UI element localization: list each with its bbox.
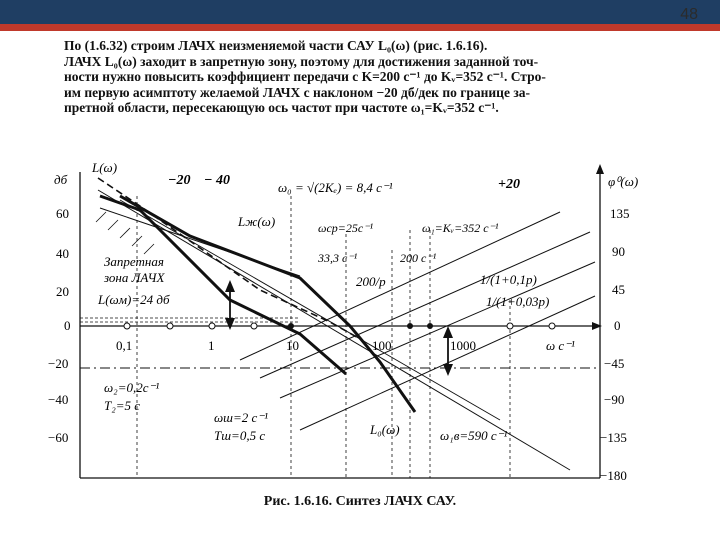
left-tick-label: −40: [48, 392, 69, 407]
left-tick-label: −60: [48, 430, 69, 445]
left-tick-label: −20: [48, 356, 69, 371]
axis-point: [288, 323, 294, 329]
paragraph-line: По (1.6.32) строим ЛАЧХ неизменяемой части САУ L₀(ω) (рис. 1.6.16).: [64, 38, 488, 53]
lmin-label: L(ωм)=24 дб: [98, 292, 170, 307]
zone-hatch: [108, 220, 118, 230]
x-tick-label: 1000: [450, 338, 476, 353]
left-tick-label: 60: [56, 206, 69, 221]
axis-point: [407, 323, 413, 329]
axis-point: [124, 323, 130, 329]
omega2-label: ω₂=0,2с⁻¹: [104, 380, 160, 395]
t2-label: T₂=5 с: [104, 398, 141, 413]
slope-label: +20: [498, 177, 520, 192]
x-axis-label: ω с⁻¹: [546, 338, 575, 353]
left-axis-title: L(ω): [92, 160, 118, 175]
right-tick-label: 0: [614, 318, 621, 333]
freq-label: 33,3 с⁻¹: [318, 251, 358, 265]
left-axis-unit: дб: [54, 172, 68, 187]
freq-label: 200 с⁻¹: [400, 251, 437, 265]
right-tick-label: 135: [610, 206, 630, 221]
t3-label: Tш=0,5 с: [214, 428, 266, 443]
axis-point: [427, 323, 433, 329]
gain-arrow-head: [225, 280, 235, 292]
left-tick-label: 40: [56, 246, 69, 261]
phase-margin-arrow-head: [443, 326, 453, 338]
omega1b-label: ω₁в=590 с⁻¹: [440, 428, 508, 443]
omega3-label: ωш=2 с⁻¹: [214, 410, 269, 425]
zone-label: зона ЛАЧХ: [104, 270, 165, 285]
tf-label: 1/(1+0,1р): [480, 272, 537, 287]
zone-hatch: [144, 244, 154, 254]
slope-label: −20: [168, 173, 191, 188]
axis-point: [549, 323, 555, 329]
zone-hatch: [96, 212, 106, 222]
omega1-label: ω₁=Kᵥ=352 с⁻¹: [422, 221, 499, 235]
phase-margin-arrow-head: [443, 364, 453, 376]
axis-point: [209, 323, 215, 329]
x-tick-label: 0,1: [116, 338, 133, 353]
page-number: 48: [680, 6, 698, 23]
left-tick-label: 0: [64, 318, 71, 333]
paragraph-line: претной области, пересекающую ось частот при частоте ω₁=Kᵥ=352 с⁻¹.: [64, 100, 499, 116]
l0-label: L₀(ω): [370, 422, 400, 437]
zone-label: Запретная: [104, 254, 164, 269]
right-tick-label: 90: [612, 244, 625, 259]
paragraph-line: им первую асимптоту желаемой ЛАЧХ с наклоном −20 дб/дек по границе за-: [64, 84, 531, 100]
right-tick-label: −45: [604, 356, 625, 371]
omega-cp-label: ωср=25с⁻¹: [318, 221, 374, 235]
tf-label: 1/(1+0,03р): [486, 294, 550, 309]
slope-label: − 40: [204, 173, 230, 188]
lzh-label: Lж(ω): [238, 214, 276, 229]
gain-arrow-head: [225, 318, 235, 330]
right-tick-label: 45: [612, 282, 625, 297]
right-axis-title: φ⁰(ω): [608, 174, 639, 189]
zone-hatch: [120, 228, 130, 238]
right-tick-label: −180: [600, 468, 627, 483]
x-tick-label: 100: [372, 338, 392, 353]
axis-point: [251, 323, 257, 329]
asymptote-line: [280, 262, 595, 398]
right-tick-label: −135: [600, 430, 627, 445]
left-tick-label: 20: [56, 284, 69, 299]
paragraph-line: ЛАЧХ L₀(ω) заходит в запретную зону, поэтому для достижения заданной точ-: [64, 53, 539, 69]
tf-label: 200/р: [356, 274, 386, 289]
right-axis-arrow: [596, 164, 604, 174]
axis-point: [507, 323, 513, 329]
omega0-formula: ω₀ = √(2Kₑ) = 8,4 с⁻¹: [278, 180, 393, 195]
right-tick-label: −90: [604, 392, 625, 407]
figure-caption: Рис. 1.6.16. Синтез ЛАЧХ САУ.: [263, 494, 457, 509]
axis-point: [167, 323, 173, 329]
paragraph-line: ности нужно повысить коэффициент передачи с K=200 с⁻¹ до Kᵥ=352 с⁻¹. Стро-: [64, 69, 546, 85]
x-tick-label: 1: [208, 338, 215, 353]
x-tick-label: 10: [286, 338, 299, 353]
